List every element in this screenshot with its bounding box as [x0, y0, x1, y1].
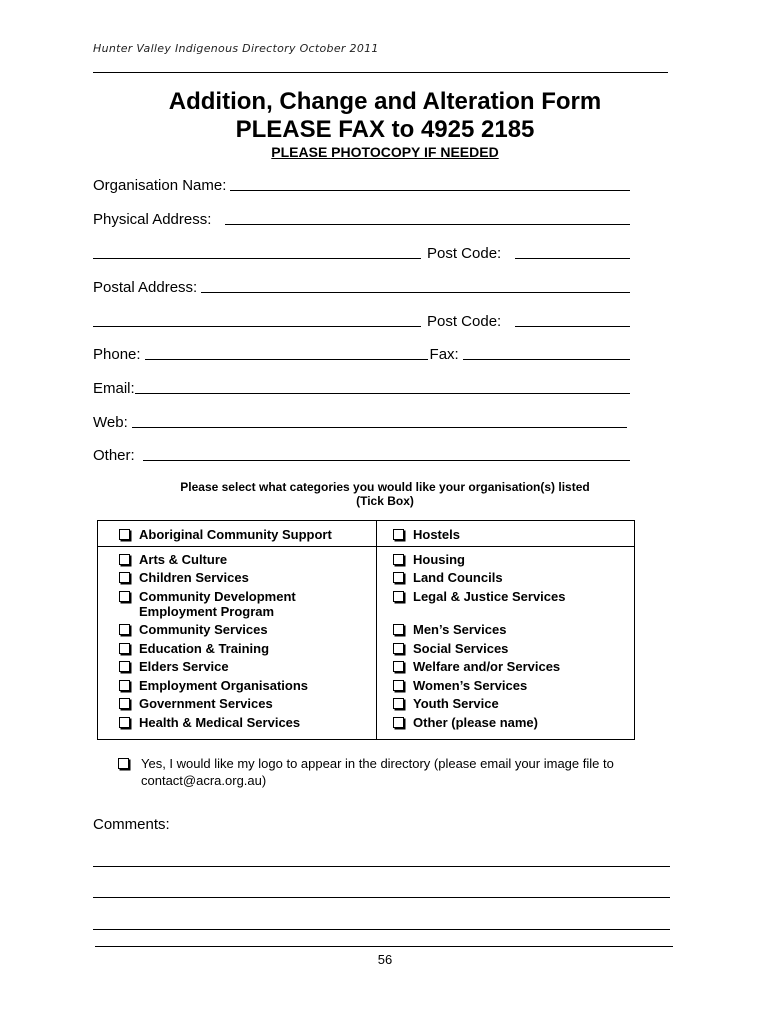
category-mens-services[interactable]	[393, 622, 506, 637]
postal-address-blank[interactable]	[201, 280, 630, 293]
category-label: Aboriginal Community Support	[139, 527, 332, 542]
physical-address-blank[interactable]	[225, 212, 630, 225]
category-label: Social Services	[413, 641, 509, 656]
other-field[interactable]	[93, 444, 630, 464]
category-label: Community Services	[139, 622, 268, 637]
checkbox-icon[interactable]	[393, 529, 404, 540]
category-label: Housing	[413, 552, 465, 567]
checkbox-icon[interactable]	[119, 680, 130, 691]
logo-option-line1: Yes, I would like my logo to appear in the directory (please email your image file to	[141, 756, 614, 771]
checkbox-icon[interactable]	[119, 698, 130, 709]
phone-label: Phone:	[93, 346, 141, 363]
category-hostels[interactable]	[393, 527, 460, 542]
category-label: Community Development Employment Program	[139, 589, 296, 619]
category-arts-culture[interactable]	[119, 552, 227, 567]
organisation-name-field[interactable]	[93, 174, 630, 194]
fax-label: Fax:	[429, 346, 459, 363]
fax-blank[interactable]	[463, 347, 630, 360]
category-instruction: Please select what categories you would like your organisation(s) listed	[180, 480, 590, 494]
category-womens-services[interactable]	[393, 678, 527, 693]
header-rule	[93, 72, 668, 73]
checkbox-icon[interactable]	[119, 717, 130, 728]
physical-address-label: Physical Address:	[93, 211, 212, 228]
category-label: Education & Training	[139, 641, 270, 656]
logo-option[interactable]	[118, 755, 678, 789]
category-label: Legal & Justice Services	[413, 589, 566, 604]
postal-address-label: Postal Address:	[93, 279, 198, 296]
category-other[interactable]	[393, 715, 538, 730]
checkbox-icon[interactable]	[118, 758, 129, 769]
category-legal-justice[interactable]	[393, 589, 565, 604]
category-label: Health & Medical Services	[139, 715, 301, 730]
checkbox-icon[interactable]	[119, 572, 130, 583]
other-blank[interactable]	[143, 448, 630, 461]
form-title: Addition, Change and Alteration Form	[168, 88, 602, 115]
physical-address-line2-field[interactable]	[93, 242, 630, 262]
checkbox-icon[interactable]	[119, 591, 130, 602]
category-education-training[interactable]	[119, 641, 269, 656]
checkbox-icon[interactable]	[393, 591, 404, 602]
checkbox-icon[interactable]	[393, 717, 404, 728]
category-community-development[interactable]	[119, 589, 319, 619]
photocopy-note: PLEASE PHOTOCOPY IF NEEDED	[271, 144, 499, 160]
checkbox-icon[interactable]	[393, 680, 404, 691]
comments-line[interactable]	[93, 866, 670, 867]
category-children-services[interactable]	[119, 570, 249, 585]
category-label: Government Services	[139, 696, 273, 711]
phone-fax-field[interactable]	[93, 343, 630, 363]
logo-option-line2: contact@acra.org.au)	[141, 773, 267, 788]
postal-address-line2-field[interactable]	[93, 310, 630, 330]
checkbox-icon[interactable]	[393, 572, 404, 583]
checkbox-icon[interactable]	[119, 554, 130, 565]
checkbox-icon[interactable]	[393, 554, 404, 565]
category-community-services[interactable]	[119, 622, 268, 637]
category-label: Other (please name)	[413, 715, 538, 730]
post-code-blank-1[interactable]	[515, 246, 630, 259]
category-label: Men’s Services	[413, 622, 507, 637]
post-code-label-1: Post Code:	[427, 245, 502, 262]
other-label: Other:	[93, 447, 135, 464]
comments-line[interactable]	[93, 929, 670, 930]
category-social-services[interactable]	[393, 641, 508, 656]
email-label: Email:	[93, 380, 135, 397]
category-employment-organisations[interactable]	[119, 678, 308, 693]
comments-line[interactable]	[93, 897, 670, 898]
page-header: Hunter Valley Indigenous Directory October 2011	[93, 42, 379, 55]
checkbox-icon[interactable]	[119, 624, 130, 635]
web-blank[interactable]	[132, 415, 627, 428]
organisation-name-blank[interactable]	[230, 178, 630, 191]
web-field[interactable]	[93, 411, 627, 431]
category-label: Hostels	[413, 527, 460, 542]
fax-instruction: PLEASE FAX to 4925 2185	[235, 116, 535, 143]
postal-address-line2-blank[interactable]	[93, 314, 421, 327]
category-label: Youth Service	[413, 696, 499, 711]
checkbox-icon[interactable]	[393, 624, 404, 635]
phone-blank[interactable]	[145, 347, 428, 360]
checkbox-icon[interactable]	[119, 661, 130, 672]
category-land-councils[interactable]	[393, 570, 503, 585]
post-code-label-2: Post Code:	[427, 313, 502, 330]
category-label: Women’s Services	[413, 678, 528, 693]
category-youth-service[interactable]	[393, 696, 499, 711]
comments-label: Comments:	[93, 816, 170, 833]
category-label: Children Services	[139, 570, 249, 585]
organisation-name-label: Organisation Name:	[93, 177, 227, 194]
category-label: Arts & Culture	[139, 552, 228, 567]
category-housing[interactable]	[393, 552, 465, 567]
category-label: Welfare and/or Services	[413, 659, 561, 674]
checkbox-icon[interactable]	[119, 529, 130, 540]
postal-address-field[interactable]	[93, 276, 630, 296]
category-health-medical[interactable]	[119, 715, 300, 730]
category-welfare-services[interactable]	[393, 659, 560, 674]
checkbox-icon[interactable]	[119, 643, 130, 654]
category-table-row-divider	[97, 546, 635, 547]
category-table-column-divider	[376, 520, 377, 740]
category-label: Elders Service	[139, 659, 229, 674]
physical-address-field[interactable]	[93, 208, 630, 228]
checkbox-icon[interactable]	[393, 643, 404, 654]
page-number: 56	[377, 952, 393, 967]
checkbox-icon[interactable]	[393, 698, 404, 709]
logo-option-text	[141, 755, 614, 789]
tick-box-note: (Tick Box)	[356, 494, 414, 508]
physical-address-line2-blank[interactable]	[93, 246, 421, 259]
category-label: Land Councils	[413, 570, 503, 585]
category-elders-service[interactable]	[119, 659, 229, 674]
email-blank[interactable]	[135, 381, 630, 394]
checkbox-icon[interactable]	[393, 661, 404, 672]
email-field[interactable]	[93, 377, 630, 397]
footer-rule	[95, 946, 673, 947]
post-code-blank-2[interactable]	[515, 314, 630, 327]
category-aboriginal-community-support[interactable]	[119, 527, 332, 542]
category-label: Employment Organisations	[139, 678, 309, 693]
web-label: Web:	[93, 414, 128, 431]
category-government-services[interactable]	[119, 696, 273, 711]
